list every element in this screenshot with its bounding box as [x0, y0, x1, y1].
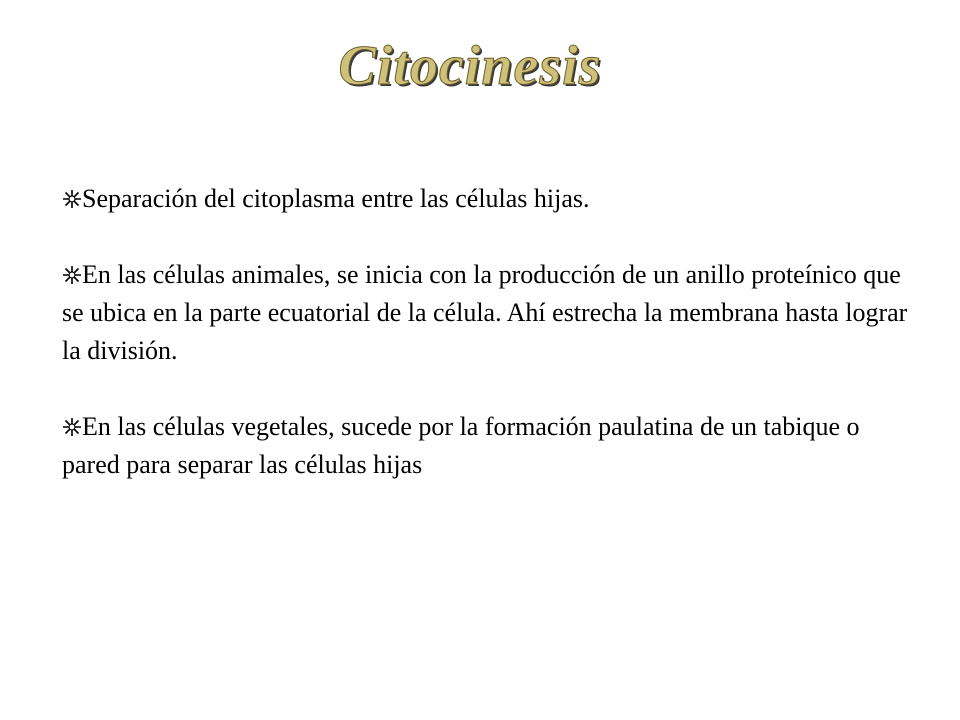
- paragraph-text: Separación del citoplasma entre las células hijas.: [82, 184, 590, 213]
- asterisk-flower-icon: [62, 189, 82, 209]
- paragraph-text: En las células vegetales, sucede por la formación paulatina de un tabique o pared para separar las células hijas: [62, 412, 860, 479]
- slide-title: Citocinesis: [338, 35, 602, 97]
- slide-body: [62, 180, 912, 484]
- asterisk-flower-icon: [62, 265, 82, 285]
- asterisk-flower-icon: [62, 417, 82, 437]
- bullet-paragraph: [62, 256, 912, 370]
- paragraph-text: En las células animales, se inicia con la producción de un anillo proteínico que se ubica en la parte ecuatorial de la célula. Ahí estrecha la membrana hasta lograr la división.: [62, 260, 908, 365]
- bullet-paragraph: [62, 180, 912, 218]
- bullet-paragraph: [62, 408, 912, 484]
